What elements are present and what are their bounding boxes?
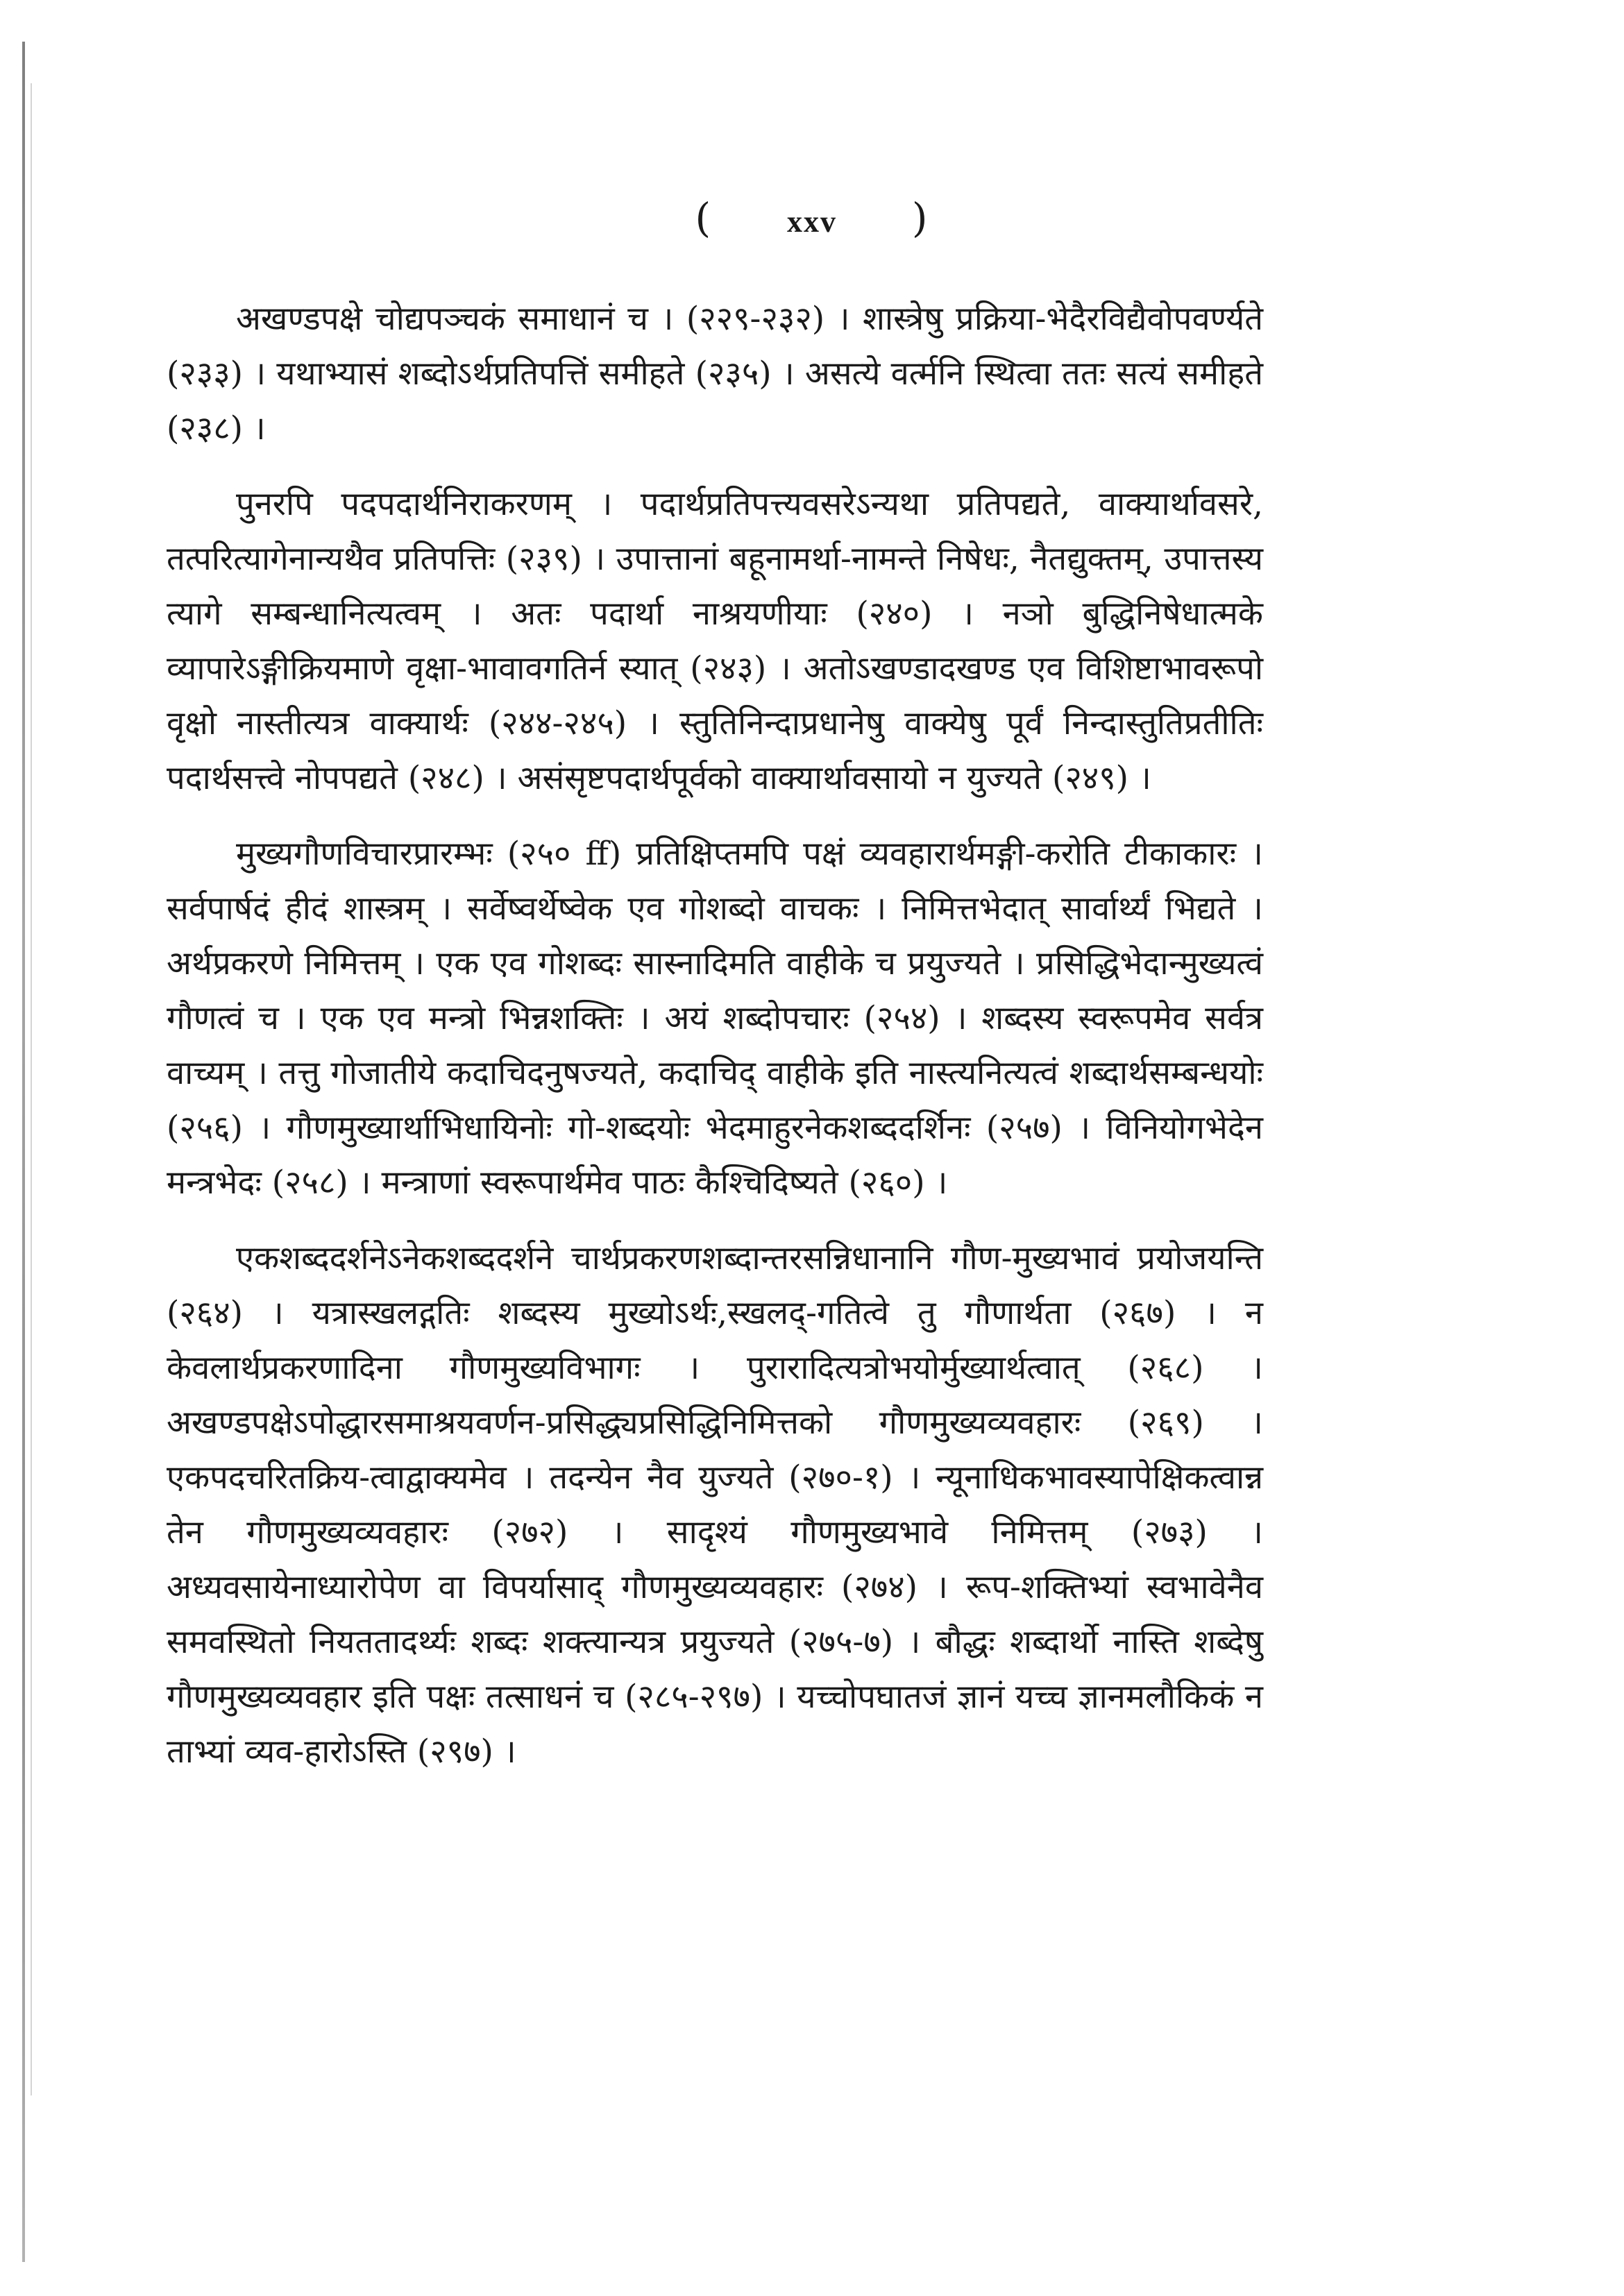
paragraph-1: अखण्डपक्षे चोद्यपञ्चकं समाधानं च । (२२९-२३२) । शास्त्रेषु प्रक्रिया-भेदैरविद्यैवोपवर्ण्यते (२३३) । यथाभ्यासं शब्दोऽर्थप्रतिपत्तिं समीहते (२३५) । असत्ये वर्त्मनि स्थित्वा ततः सत्यं समीहते (२३८) ।: [167, 300, 1263, 448]
paragraph-3: मुख्यगौणविचारप्रारम्भः (२५० ff) प्रतिक्षिप्तमपि पक्षं व्यवहारार्थमङ्गी-करोति टीकाकारः । सर्वपार्षदं हीदं शास्त्रम् । सर्वेष्वर्थेष्वेक एव गोशब्दो वाचकः । निमित्तभेदात् सार्वार्थ्यं भिद्यते । अर्थप्रकरणे निमित्तम् । एक एव गोशब्दः सास्नादिमति वाहीके च प्रयुज्यते । प्रसिद्धिभेदान्मुख्यत्वं गौणत्वं च । एक एव मन्त्रो भिन्नशक्तिः । अयं शब्दोपचारः (२५४) । शब्दस्य स्वरूपमेव सर्वत्र वाच्यम् । तत्तु गोजातीये कदाचिदनुषज्यते, कदाचिद् वाहीके इति नास्त्यनित्यत्वं शब्दार्थसम्बन्धयोः (२५६) । गौणमुख्यार्थाभिधायिनोः गो-शब्दयोः भेदमाहुरनेकशब्ददर्शिनः (२५७) । विनियोगभेदेन मन्त्रभेदः (२५८) । मन्त्राणां स्वरूपार्थमेव पाठः कैश्चिदिष्यते (२६०) ।: [167, 835, 1263, 1202]
page-binding-edge: [22, 42, 25, 2262]
page-header: [0, 194, 1624, 241]
page-number: xxv: [787, 205, 837, 239]
page-body: [167, 291, 1263, 1800]
paragraph-4: एकशब्ददर्शनेऽनेकशब्ददर्शने चार्थप्रकरणशब्दान्तरसन्निधानानि गौण-मुख्यभावं प्रयोजयन्ति (२६४) । यत्रास्खलद्गतिः शब्दस्य मुख्योऽर्थः,स्खलद्-गतित्वे तु गौणार्थता (२६७) । न केवलार्थप्रकरणादिना गौणमुख्यविभागः । पुरारादित्यत्रोभयोर्मुख्यार्थत्वात् (२६८) । अखण्डपक्षेऽपोद्धारसमाश्रयवर्णन-प्रसिद्ध्यप्रसिद्धिनिमित्तको गौणमुख्यव्यवहारः (२६९) । एकपदचरितक्रिय-त्वाद्वाक्यमेव । तदन्येन नैव युज्यते (२७०-१) । न्यूनाधिकभावस्यापेक्षिकत्वान्न तेन गौणमुख्यव्यवहारः (२७२) । सादृश्यं गौणमुख्यभावे निमित्तम् (२७३) । अध्यवसायेनाध्यारोपेण वा विपर्यासाद् गौणमुख्यव्यवहारः (२७४) । रूप-शक्तिभ्यां स्वभावेनैव समवस्थितो नियततादर्थ्यः शब्दः शक्त्यान्यत्र प्रयुज्यते (२७५-७) । बौद्धः शब्दार्थो नास्ति शब्देषु गौणमुख्यव्यवहार इति पक्षः तत्साधनं च (२८५-२९७) । यच्चोपघातजं ज्ञानं यच्च ज्ञानमलौकिकं न ताभ्यां व्यव-हारोऽस्ति (२९७) ।: [167, 1239, 1263, 1771]
page-binding-shadow: [31, 83, 32, 2095]
paragraph-2: पुनरपि पदपदार्थनिराकरणम् । पदार्थप्रतिपत्त्यवसरेऽन्यथा प्रतिपद्यते, वाक्यार्थावसरे, तत्परित्यागेनान्यथैव प्रतिपत्तिः (२३९) । उपात्तानां बहूनामर्था-नामन्ते निषेधः, नैतद्युक्तम्, उपात्तस्य त्यागे सम्बन्धानित्यत्वम् । अतः पदार्था नाश्रयणीयाः (२४०) । नञो बुद्धिनिषेधात्मके व्यापारेऽङ्गीक्रियमाणे वृक्षा-भावावगतिर्न स्यात् (२४३) । अतोऽखण्डादखण्ड एव विशिष्टाभावरूपो वृक्षो नास्तीत्यत्र वाक्यार्थः (२४४-२४५) । स्तुतिनिन्दाप्रधानेषु वाक्येषु पूर्वं निन्दास्तुतिप्रतीतिः पदार्थसत्त्वे नोपपद्यते (२४८) । असंसृष्टपदार्थपूर्वको वाक्यार्थावसायो न युज्यते (२४९) ।: [167, 485, 1263, 797]
header-open-paren: (: [695, 194, 713, 241]
header-close-paren: ): [911, 194, 929, 241]
